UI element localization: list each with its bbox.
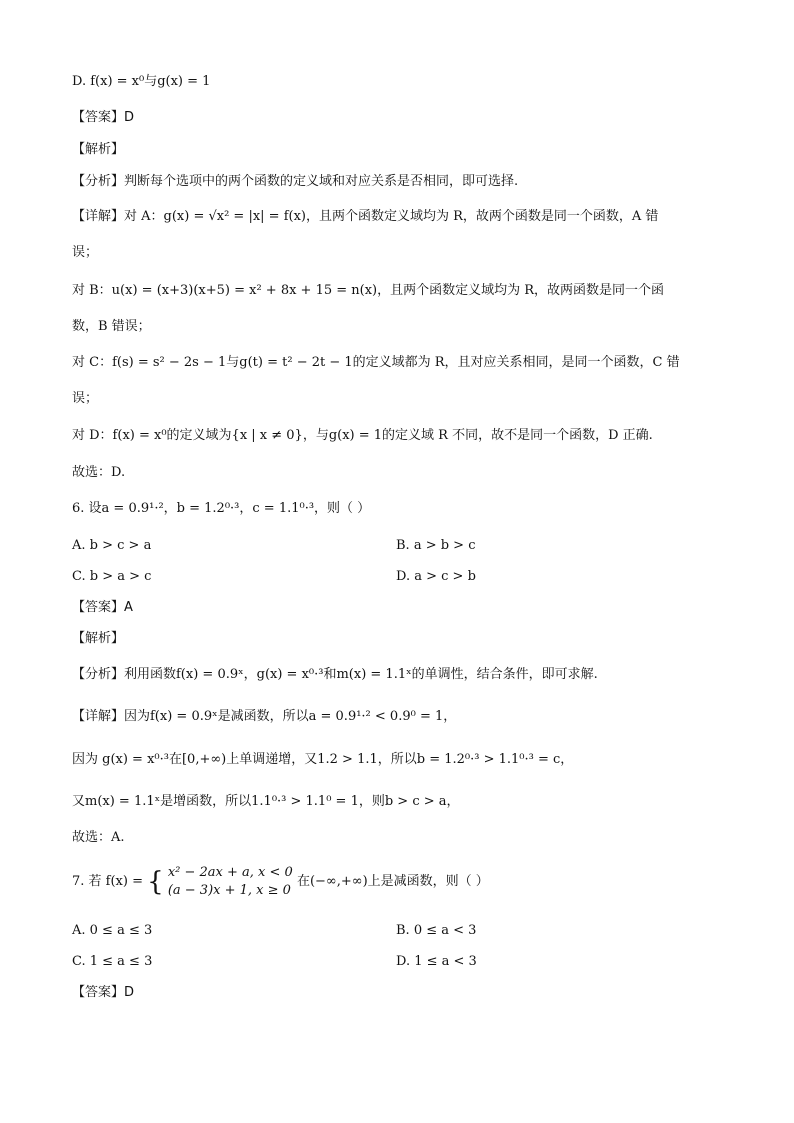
q7-brace: { xyxy=(147,866,164,897)
q7-option-a: A. 0 ≤ a ≤ 3 xyxy=(72,923,153,938)
q6-conclusion: 故选：A. xyxy=(72,830,125,845)
q7-answer: 【答案】D xyxy=(72,985,135,1000)
q5-detail-b-line2: 数，B 错误； xyxy=(72,319,151,334)
q7-stem-prefix: 7. 若 f(x) = xyxy=(72,874,143,889)
q5-option-d: D. f(x) = x⁰与g(x) = 1 xyxy=(72,74,211,89)
q5-detail-d-line: 对 D：f(x) = x⁰的定义域为{x | x ≠ 0}，与g(x) = 1的定义域 R 不同，故不是同一个函数，D 正确. xyxy=(72,428,653,443)
q7-option-b: B. 0 ≤ a < 3 xyxy=(396,923,477,938)
q6-detail-line3: 又m(x) = 1.1ˣ是增函数，所以1.1⁰·³ > 1.1⁰ = 1，则b > c > a， xyxy=(72,794,460,809)
q6-option-c: C. b > a > c xyxy=(72,569,152,584)
q5-answer: 【答案】D xyxy=(72,110,135,125)
q5-detail-a-line2: 误； xyxy=(72,245,99,260)
q5-detail-a-line1: 【详解】对 A：g(x) = √x² = |x| = f(x)，且两个函数定义域均为 R，故两个函数是同一个函数，A 错 xyxy=(72,209,659,224)
q5-analysis-text: 【分析】判断每个选项中的两个函数的定义域和对应关系是否相同，即可选择. xyxy=(72,174,519,189)
q6-option-a: A. b > c > a xyxy=(72,538,152,553)
q7-stem-suffix: 在(−∞,+∞)上是减函数，则（ ） xyxy=(296,874,489,889)
q7-option-c: C. 1 ≤ a ≤ 3 xyxy=(72,954,153,969)
q7-stem xyxy=(72,862,754,906)
q7-piecewise xyxy=(168,864,293,900)
q7-case-1: x² − 2ax + a, x < 0 xyxy=(167,864,293,880)
q6-detail-line1: 【详解】因为f(x) = 0.9ˣ是减函数，所以a = 0.9¹·² < 0.9⁰ = 1， xyxy=(72,709,457,724)
q6-option-d: D. a > c > b xyxy=(396,569,476,584)
q6-analysis-text: 【分析】利用函数f(x) = 0.9ˣ，g(x) = x⁰·³和m(x) = 1.1ˣ的单调性，结合条件，即可求解. xyxy=(72,667,598,682)
q5-detail-c-line2: 误； xyxy=(72,391,99,406)
q6-analysis-heading: 【解析】 xyxy=(72,631,125,646)
q5-conclusion: 故选：D. xyxy=(72,465,126,480)
q6-answer: 【答案】A xyxy=(72,600,133,615)
q6-stem: 6. 设a = 0.9¹·²，b = 1.2⁰·³，c = 1.1⁰·³，则（ ） xyxy=(72,501,371,516)
q7-case-2: (a − 3)x + 1, x ≥ 0 xyxy=(167,882,291,898)
q5-detail-b-line1: 对 B：u(x) = (x+3)(x+5) = x² + 8x + 15 = n(x)，且两个函数定义域均为 R，故两函数是同一个函 xyxy=(72,283,665,298)
q6-option-b: B. a > b > c xyxy=(396,538,476,553)
q6-detail-line2: 因为 g(x) = x⁰·³在[0,+∞)上单调递增，又1.2 > 1.1，所以b = 1.2⁰·³ > 1.1⁰·³ = c， xyxy=(72,752,574,767)
q5-analysis-heading: 【解析】 xyxy=(72,142,125,157)
q5-detail-c-line1: 对 C：f(s) = s² − 2s − 1与g(t) = t² − 2t − 1的定义域都为 R，且对应关系相同，是同一个函数，C 错 xyxy=(72,355,680,370)
q7-option-d: D. 1 ≤ a < 3 xyxy=(396,954,477,969)
